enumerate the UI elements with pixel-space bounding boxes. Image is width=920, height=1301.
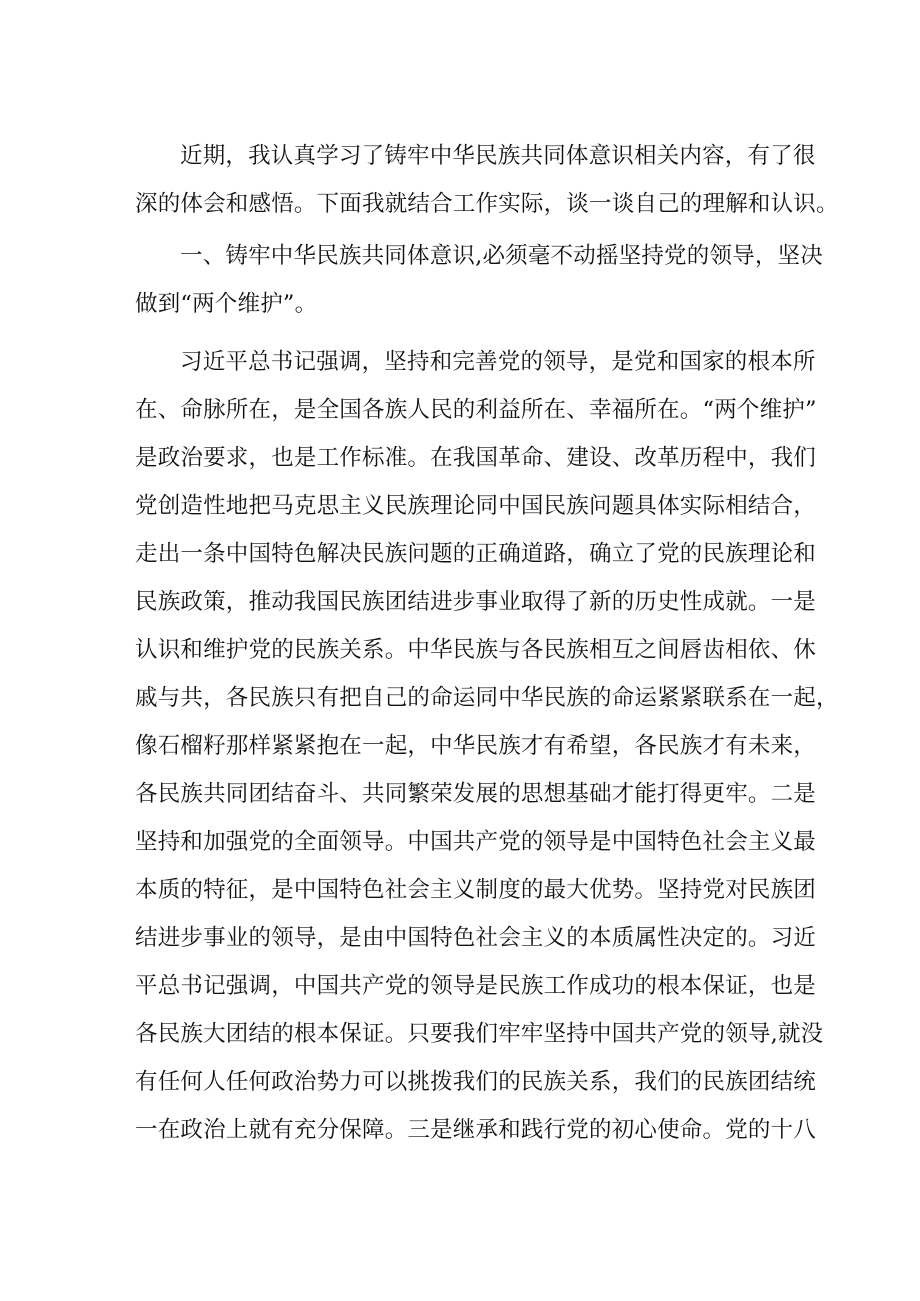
section-heading-line-2: 做到“两个维护”。	[135, 291, 318, 317]
body-line-4: 党创造性地把马克思主义民族理论同中国民族问题具体实际相结合，	[135, 493, 817, 519]
body-line-9: 像石榴籽那样紧紧抱在一起，中华民族才有希望，各民族才有未来，	[135, 733, 817, 759]
body-line-10: 各民族共同团结奋斗、共同繁荣发展的思想基础才能打得更牢。二是	[135, 781, 817, 807]
body-line-17: 一在政治上就有充分保障。三是继承和践行党的初心使命。党的十八	[135, 1117, 817, 1143]
body-line-13: 结进步事业的领导，是由中国特色社会主义的本质属性决定的。习近	[135, 925, 817, 951]
body-line-1: 习近平总书记强调，坚持和完善党的领导，是党和国家的根本所	[180, 349, 816, 375]
body-line-16: 有任何人任何政治势力可以挑拨我们的民族关系，我们的民族团结统	[135, 1069, 817, 1095]
paragraph-1-line-2: 深的体会和感悟。下面我就结合工作实际，谈一谈自己的理解和认识。	[135, 191, 839, 217]
body-line-8: 戚与共，各民族只有把自己的命运同中华民族的命运紧紧联系在一起，	[135, 685, 839, 711]
body-line-3: 是政治要求，也是工作标准。在我国革命、建设、改革历程中，我们	[135, 445, 817, 471]
body-line-6: 民族政策，推动我国民族团结进步事业取得了新的历史性成就。一是	[135, 589, 817, 615]
paragraph-1-line-1: 近期，我认真学习了铸牢中华民族共同体意识相关内容，有了很	[180, 143, 816, 169]
body-line-11: 坚持和加强党的全面领导。中国共产党的领导是中国特色社会主义最	[135, 829, 817, 855]
body-line-14: 平总书记强调，中国共产党的领导是民族工作成功的根本保证，也是	[135, 973, 817, 999]
body-line-5: 走出一条中国特色解决民族问题的正确道路，确立了党的民族理论和	[135, 541, 817, 567]
section-heading-line-1: 一、铸牢中华民族共同体意识,必须毫不动摇坚持党的领导，坚决	[180, 243, 823, 269]
body-line-2: 在、命脉所在，是全国各族人民的利益所在、幸福所在。“两个维护”	[135, 397, 817, 423]
body-line-12: 本质的特征，是中国特色社会主义制度的最大优势。坚持党对民族团	[135, 877, 817, 903]
body-line-7: 认识和维护党的民族关系。中华民族与各民族相互之间唇齿相依、休	[135, 637, 817, 663]
body-line-15: 各民族大团结的根本保证。只要我们牢牢坚持中国共产党的领导,就没	[135, 1021, 824, 1047]
